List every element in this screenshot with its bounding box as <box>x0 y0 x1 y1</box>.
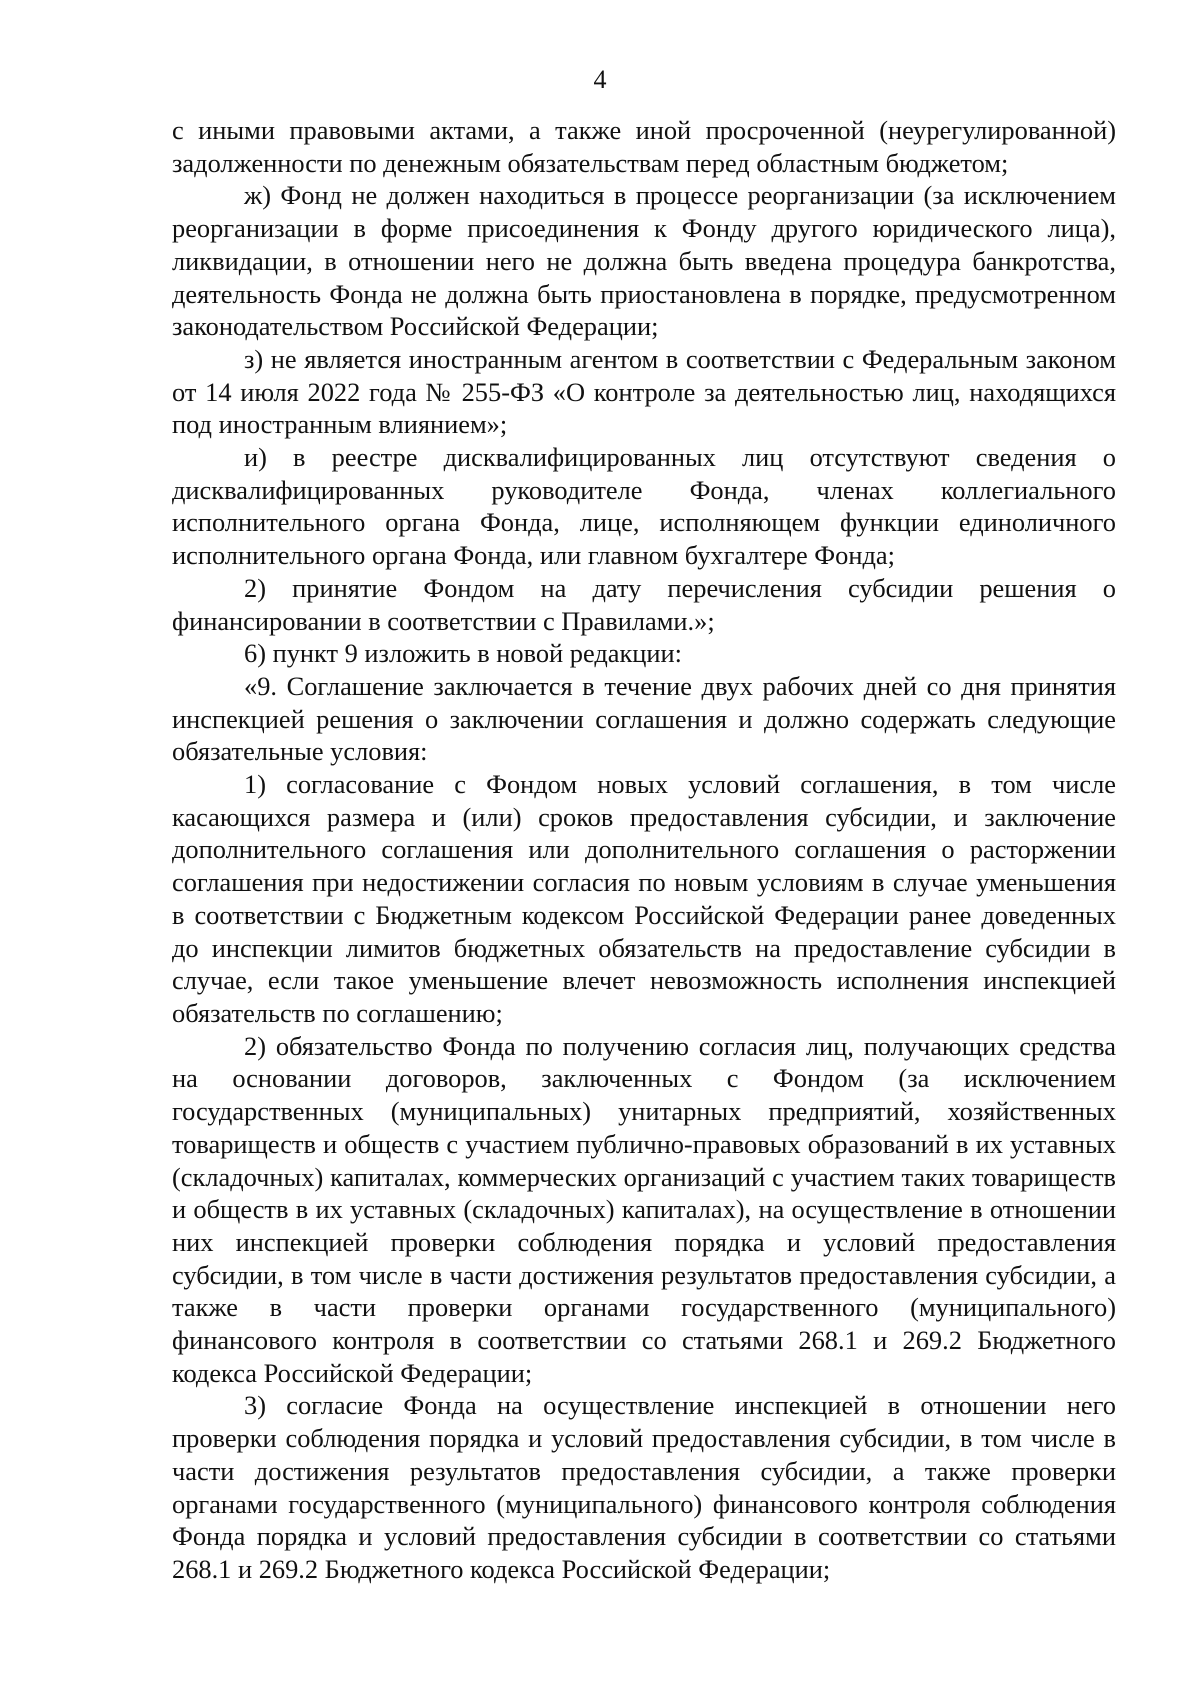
paragraph-condition-2: 2) обязательство Фонда по получению согласия лиц, получающих средства на основании договоров, заключенных с Фондом (за исключением государственных (муниципальных) унитарных предприятий, хозяйственных товариществ и обществ с участием публично-правовых образований в их уставных (складочных) капиталах, коммерческих организаций с участием таких товариществ и обществ в их уставных (складочных) капиталах), на осуществление в отношении них инспекцией проверки соблюдения порядка и условий предоставления субсидии, в том числе в части достижения результатов предоставления субсидии, а также в части проверки органами государственного (муниципального) финансового контроля в соответствии со статьями 268.1 и 269.2 Бюджетного кодекса Российской Федерации; <box>172 1030 1116 1388</box>
paragraph-condition-3: 3) согласие Фонда на осуществление инспекцией в отношении него проверки соблюдения порядка и условий предоставления субсидии, в том числе в части достижения результатов предоставления субсидии, а также проверки органами государственного (муниципального) финансового контроля соблюдения Фонда порядка и условий предоставления субсидии в соответствии со статьями 268.1 и 269.2 Бюджетного кодекса Российской Федерации; <box>172 1390 1116 1584</box>
paragraph-item-6: 6) пункт 9 изложить в новой редакции: <box>244 638 682 669</box>
paragraph-item-z: з) не является иностранным агентом в соответствии с Федеральным законом от 14 июля 2022 года № 255-ФЗ «О контроле за деятельностью лиц, находящихся под иностранным влиянием»; <box>172 343 1116 440</box>
paragraph-item-i: и) в реестре дисквалифицированных лиц отсутствуют сведения о дисквалифицированных руководителе Фонда, членах коллегиального исполнительного органа Фонда, лице, исполняющем функции единоличного исполнительного органа Фонда, или главном бухгалтере Фонда; <box>172 442 1116 571</box>
paragraph-item-zh: ж) Фонд не должен находиться в процессе реорганизации (за исключением реорганизации в форме присоединения к Фонду другого юридического лица), ликвидации, в отношении него не должна быть введена процедура банкротства, деятельность Фонда не должна быть приостановлена в порядке, предусмотренном законодательством Российской Федерации; <box>172 180 1116 342</box>
paragraph-continuation: с иными правовыми актами, а также иной просроченной (неурегулированной) задолженности по денежным обязательствам перед областным бюджетом; <box>172 115 1116 178</box>
page-number: 4 <box>593 65 607 94</box>
paragraph-item-2-decision: 2) принятие Фондом на дату перечисления субсидии решения о финансировании в соответствии с Правилами.»; <box>172 572 1116 636</box>
document-body <box>172 114 1116 1586</box>
paragraph-condition-1: 1) согласование с Фондом новых условий соглашения, в том числе касающихся размера и (или) сроков предоставления субсидии, и заключение дополнительного соглашения или дополнительного соглашения о расторжении соглашения при недостижении согласия по новым условиям в случае уменьшения в соответствии с Бюджетным кодексом Российской Федерации ранее доведенных до инспекции лимитов бюджетных обязательств на предоставление субсидии в случае, если такое уменьшение влечет невозможность исполнения инспекцией обязательств по соглашению; <box>172 769 1116 1028</box>
paragraph-clause-9: «9. Соглашение заключается в течение двух рабочих дней со дня принятия инспекцией решения о заключении соглашения и должно содержать следующие обязательные условия: <box>172 670 1116 767</box>
